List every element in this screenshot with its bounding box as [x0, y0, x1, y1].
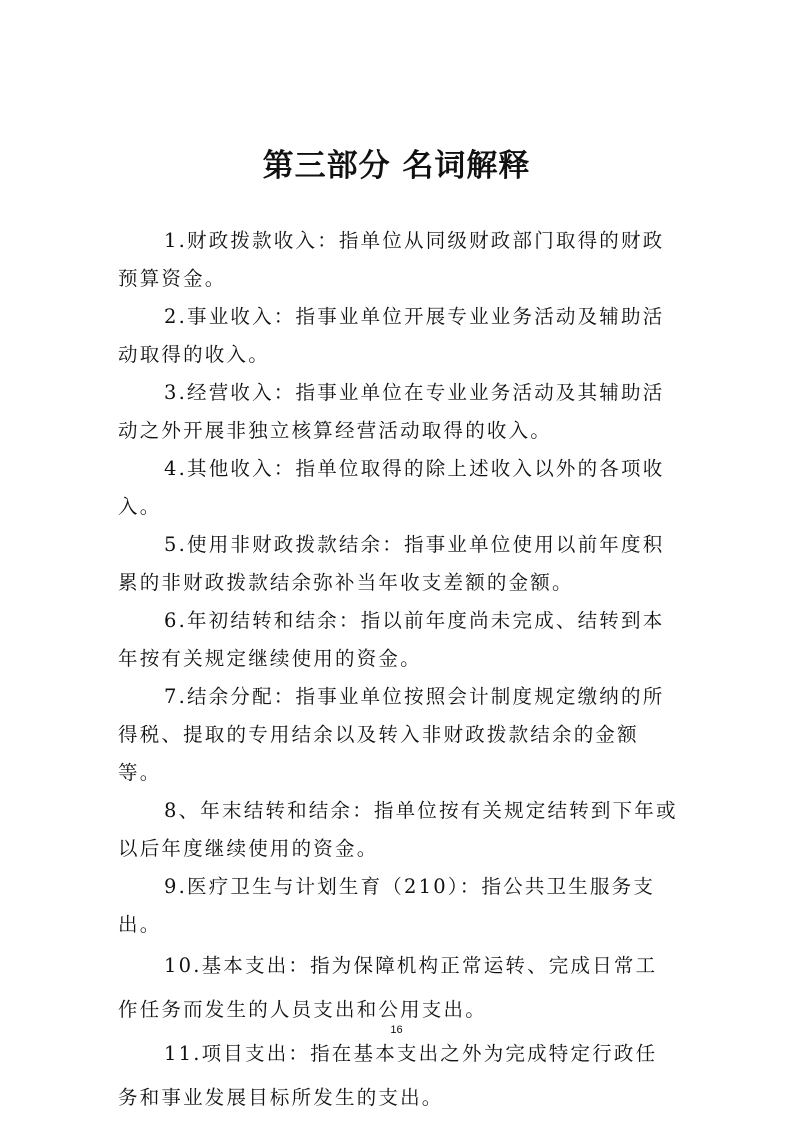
definition-item: 4.其他收入：指单位取得的除上述收入以外的各项收入。: [118, 457, 665, 518]
definition-item: 11.项目支出：指在基本支出之外为完成特定行政任务和事业发展目标所发生的支出。: [118, 1042, 658, 1109]
page-title: 第三部分 名词解释: [262, 148, 531, 184]
definition-item: 6.年初结转和结余：指以前年度尚未完成、结转到本年按有关规定继续使用的资金。: [118, 609, 665, 670]
page-number: 16: [390, 1024, 403, 1036]
definition-item: 2.事业收入：指事业单位开展专业业务活动及辅助活动取得的收入。: [118, 305, 665, 366]
definition-item: 5.使用非财政拨款结余：指事业单位使用以前年度积累的非财政拨款结余弥补当年收支差额的金额。: [118, 533, 665, 594]
definition-item: 3.经营收入：指事业单位在专业业务活动及其辅助活动之外开展非独立核算经营活动取得的收入。: [118, 381, 665, 442]
definition-item: 7.结余分配：指事业单位按照会计制度规定缴纳的所得税、提取的专用结余以及转入非财政拨款结余的金额等。: [118, 685, 665, 784]
definitions-list: [118, 222, 678, 1120]
definition-item: 9.医疗卫生与计划生育（210）：指公共卫生服务支出。: [118, 875, 656, 936]
definition-item: 10.基本支出：指为保障机构正常运转、完成日常工作任务而发生的人员支出和公用支出。: [118, 954, 658, 1021]
definition-item: 1.财政拨款收入：指单位从同级财政部门取得的财政预算资金。: [118, 229, 665, 290]
definition-item: 8、年末结转和结余：指单位按有关规定结转到下年或以后年度继续使用的资金。: [118, 799, 678, 860]
